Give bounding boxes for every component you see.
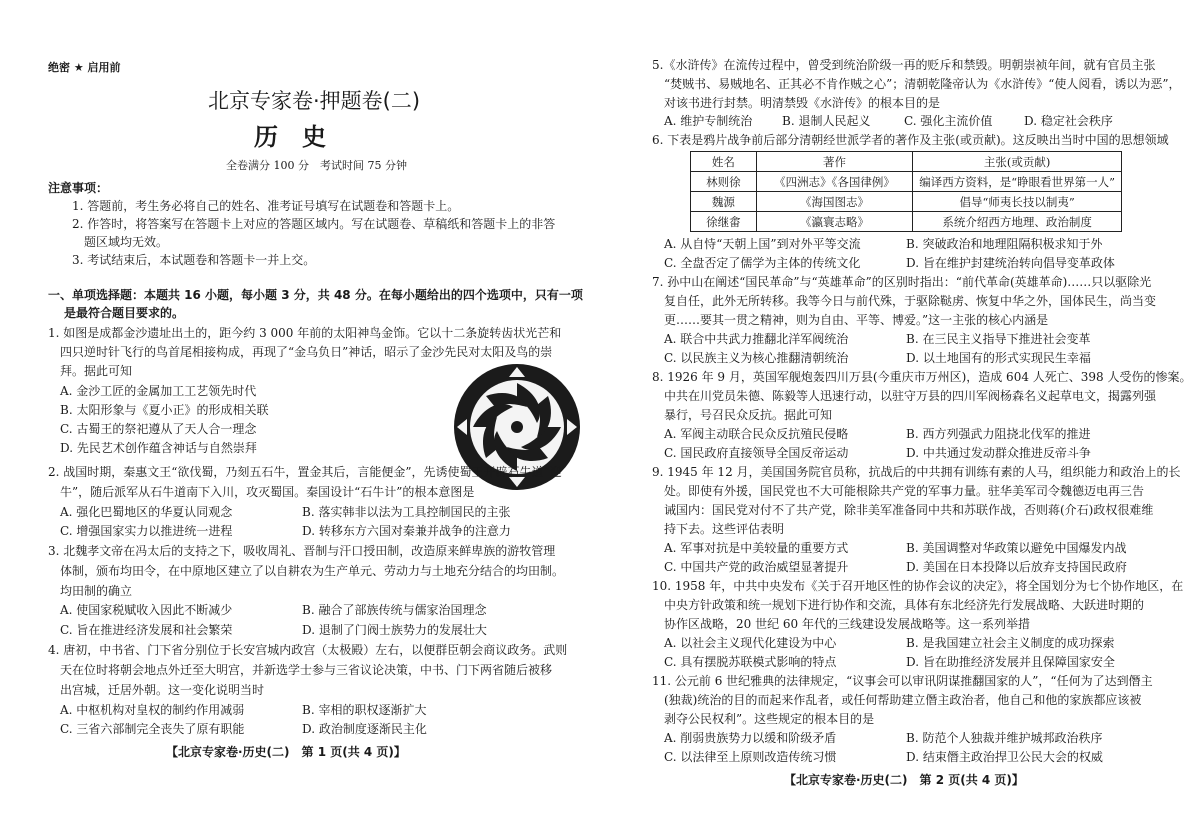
option: B. 是我国建立社会主义制度的成功探索 [906,636,1115,650]
option: B. 在三民主义指导下推进社会变革 [906,332,1091,346]
option: D. 退制了门阀士族势力的发展壮大 [302,623,487,637]
option: C. 旨在推进经济发展和社会繁荣 [60,623,233,637]
exam-meta: 全卷满分 100 分 考试时间 75 分钟 [226,159,407,172]
option: A. 金沙工匠的金属加工工艺领先时代 [60,384,257,398]
option: B. 防范个人独裁并维护城邦政治秩序 [906,731,1103,745]
option: D. 结束僭主政治捍卫公民大会的权威 [906,750,1103,764]
question-line: 2. 战国时期，秦惠文王“欲伐蜀，乃刻五石牛，置金其后，言能便金”，先诱使蜀王开辟石牛道“迎 [48,465,562,479]
question-line: 中共在川党员朱德、陈毅等人迅速行动，以驻守万县的四川军阀杨森名义起草电文，揭露列强 [664,389,1157,403]
table-row [691,172,1122,192]
option: C. 古蜀王的祭祀遵从了天人合一理念 [60,422,257,436]
question-line: (独裁)统治的目的而起来作乱者，或任何帮助建立僭主政治者，他自己和他的家族都应该被 [664,693,1142,707]
table-cell: 倡导“师夷长技以制夷” [913,192,1122,212]
option: A. 削弱贵族势力以缓和阶级矛盾 [664,731,837,745]
table-header: 姓名 [691,152,757,172]
option: C. 以民族主义为核心推翻清朝统治 [664,351,849,365]
option: D. 先民艺术创作蕴含神话与自然崇拜 [60,441,257,455]
table-cell: 林则徐 [691,172,757,192]
note-item: 3. 考试结束后，本试题卷和答题卡一并上交。 [72,253,316,267]
option: C. 中国共产党的政治威望显著提升 [664,560,849,574]
table-cell: 编译西方资料，是“睁眼看世界第一人” [913,172,1122,192]
option: D. 以土地国有的形式实现民生幸福 [906,351,1091,365]
option: D. 旨在维护封建统治转向倡导变革政体 [906,256,1115,270]
option: A. 军阀主动联合民众反抗殖民侵略 [664,427,849,441]
option: C. 国民政府直接领导全国反帝运动 [664,446,849,460]
option: A. 使国家税赋收入因此不断减少 [60,603,233,617]
question-line: 剥夺公民权利”。这些规定的根本目的是 [664,712,875,726]
option: A. 中枢机构对皇权的制约作用减弱 [60,703,245,717]
option: B. 融合了部族传统与儒家治国理念 [302,603,487,617]
question-line: 更……要其一贯之精神，则为自由、平等、博爱。”这一主张的核心内涵是 [664,313,1049,327]
question-line: 协作区战略，20 世纪 60 年代的三线建设发展战略等。这一系列举措 [664,617,1030,631]
section-heading: 一、单项选择题：本题共 16 小题，每小题 3 分，共 48 分。在每小题给出的四个选项中，只有一项 [48,288,583,302]
exam-title: 北京专家卷·押题卷(二) [208,89,421,113]
table-cell: 徐继畬 [691,212,757,232]
option: C. 三省六部制完全丧失了原有职能 [60,722,245,736]
option: B. 太阳形象与《夏小正》的形成相关联 [60,403,269,417]
question-line: 出宫城，迁居外朝。这一变化说明当时 [60,683,265,697]
option: C. 具有摆脱苏联模式影响的特点 [664,655,837,669]
question-line: 均田制的确立 [60,584,133,598]
table-cell: 《四洲志》《各国律例》 [756,172,912,192]
question-line: 暴行，号召民众反抗。据此可知 [664,408,833,422]
table-cell: 《瀛寰志略》 [756,212,912,232]
page-footer: 【北京专家卷·历史(二) 第 2 页(共 4 页)】 [784,773,1024,787]
page-footer: 【北京专家卷·历史(二) 第 1 页(共 4 页)】 [166,745,406,759]
option: B. 西方列强武力阻挠北伐军的推进 [906,427,1091,441]
notes-heading: 注意事项： [48,181,109,195]
option: A. 从自恃“天朝上国”到对外平等交流 [664,237,861,251]
table-row [691,212,1122,232]
option: B. 突破政治和地理阻隔积极求知于外 [906,237,1103,251]
table-cell: 系统介绍西方地理、政治制度 [913,212,1122,232]
question-line: 拜。据此可知 [60,364,133,378]
question-line: 5.《水浒传》在流传过程中，曾受到统治阶级一再的贬斥和禁毁。明朝崇祯年间，就有官员主张 [652,58,1156,72]
option: A. 强化巴蜀地区的华夏认同观念 [60,505,233,519]
option: D. 中共通过发动群众推进反帝斗争 [906,446,1091,460]
scholars-table [690,151,1122,232]
subject-title: 历 史 [254,122,326,151]
table-cell: 《海国图志》 [756,192,912,212]
table-header: 著作 [756,152,912,172]
option: D. 美国在日本投降以后放弃支持国民政府 [906,560,1127,574]
option: C. 强化主流价值 [904,114,993,128]
question-line: 牛”，随后派军从石牛道南下入川，攻灭蜀国。秦国设计“石牛计”的根本意图是 [60,485,475,499]
question-line: 3. 北魏孝文帝在冯太后的支持之下，吸收周礼、晋制与汗口授田制，改造原来鲜卑族的游牧管理 [48,544,556,558]
option: B. 宰相的职权逐渐扩大 [302,703,427,717]
option: C. 以法律至上原则改造传统习惯 [664,750,837,764]
table-row [691,192,1122,212]
table-cell: 魏源 [691,192,757,212]
question-line: 中央方针政策和统一规划下进行协作和交流，具体有东北经济先行发展战略、大跃进时期的 [664,598,1145,612]
question-line: 4. 唐初，中书省、门下省分别位于长安宫城内政宫（太极殿）左右，以便群臣朝会商议政务。武则 [48,643,568,657]
question-line: 7. 孙中山在阐述“国民革命”与“英雄革命”的区别时指出：“前代革命(英雄革命)……只以驱除光 [652,275,1152,289]
question-line: 9. 1945 年 12 月，美国国务院官员称，抗战后的中共拥有训练有素的人马，组织能力和政治上的长 [652,465,1181,479]
question-line: 复自任，此外无所转移。我等今日与前代殊，于驱除鞑虏、恢复中华之外，国体民生，尚当变 [664,294,1157,308]
option: B. 美国调整对华政策以避免中国爆发内战 [906,541,1127,555]
option: B. 退制人民起义 [782,114,871,128]
table-header: 主张(或贡献) [913,152,1122,172]
question-line: 天在位时将朝会地点外迁至大明宫，并新选学士参与三省议论决策，中书、门下两省随后被移 [60,663,553,677]
option: D. 旨在助推经济发展并且保障国家安全 [906,655,1115,669]
question-line: 对该书进行封禁。明清禁毁《水浒传》的根本目的是 [664,96,941,110]
option: A. 维护专制统治 [664,114,753,128]
question-line: 11. 公元前 6 世纪雅典的法律规定，“议事会可以审讯阴谋推翻国家的人”，“任何为了达到僭主 [652,674,1153,688]
question-line: 处。即使有外援，国民党也不大可能根除共产党的军事力量。驻华美军司令魏德迈电再三告 [664,484,1145,498]
note-item: 1. 答题前，考生务必将自己的姓名、准考证号填写在试题卷和答题卡上。 [72,199,460,213]
option: C. 增强国家实力以推进统一进程 [60,524,233,538]
option: A. 军事对抗是中美较量的重要方式 [664,541,849,555]
note-item: 题区域均无效。 [84,235,169,249]
question-line: 10. 1958 年，中共中央发布《关于召开地区性的协作会议的决定》，将全国划分为七个协作地区，在 [652,579,1184,593]
question-line: “焚贼书、易贼地名、正其必不肯作贼之心”；清朝乾隆帝认为《水浒传》“使人阅看，诱以为恶”， [664,77,1181,91]
note-item: 2. 作答时，将答案写在答题卡上对应的答题区域内。写在试题卷、草稿纸和答题卡上的非答 [72,217,556,231]
secret-mark: 绝密 ★ 启用前 [48,61,121,74]
question-line: 四只逆时针飞行的鸟首尾相接构成，再现了“金乌负日”神话，昭示了金沙先民对太阳及鸟的崇 [60,345,553,359]
option: C. 全盘否定了儒学为主体的传统文化 [664,256,861,270]
option: D. 转移东方六国对秦兼并战争的注意力 [302,524,511,538]
option: D. 稳定社会秩序 [1024,114,1113,128]
question-line: 8. 1926 年 9 月，英国军舰炮轰四川万县(今重庆市万州区)，造成 604 人死亡、398 人受伤的惨案。 [652,370,1192,384]
question-line: 持下去。这些评估表明 [664,522,785,536]
question-line: 1. 如图是成都金沙遗址出土的，距今约 3 000 年前的太阳神鸟金饰。它以十二条旋转齿状光芒和 [48,326,562,340]
section-heading: 是最符合题目要求的。 [64,306,185,320]
question-line: 诫国内：国民党对付不了共产党，除非美军准备同中共和苏联作战，否则蒋(介石)政权很难维 [664,503,1154,517]
option: D. 政治制度逐渐民主化 [302,722,427,736]
question-line: 6. 下表是鸦片战争前后部分清朝经世派学者的著作及主张(或贡献)。这反映出当时中国的思想领域 [652,133,1169,147]
option: A. 以社会主义现代化建设为中心 [664,636,837,650]
table-header-row [691,152,1122,172]
question-line: 体制，颁布均田令，在中原地区建立了以自耕农为生产单元、劳动力与土地充分结合的均田制。 [60,564,565,578]
option: B. 落实韩非以法为工具控制国民的主张 [302,505,511,519]
option: A. 联合中共武力推翻北洋军阀统治 [664,332,849,346]
